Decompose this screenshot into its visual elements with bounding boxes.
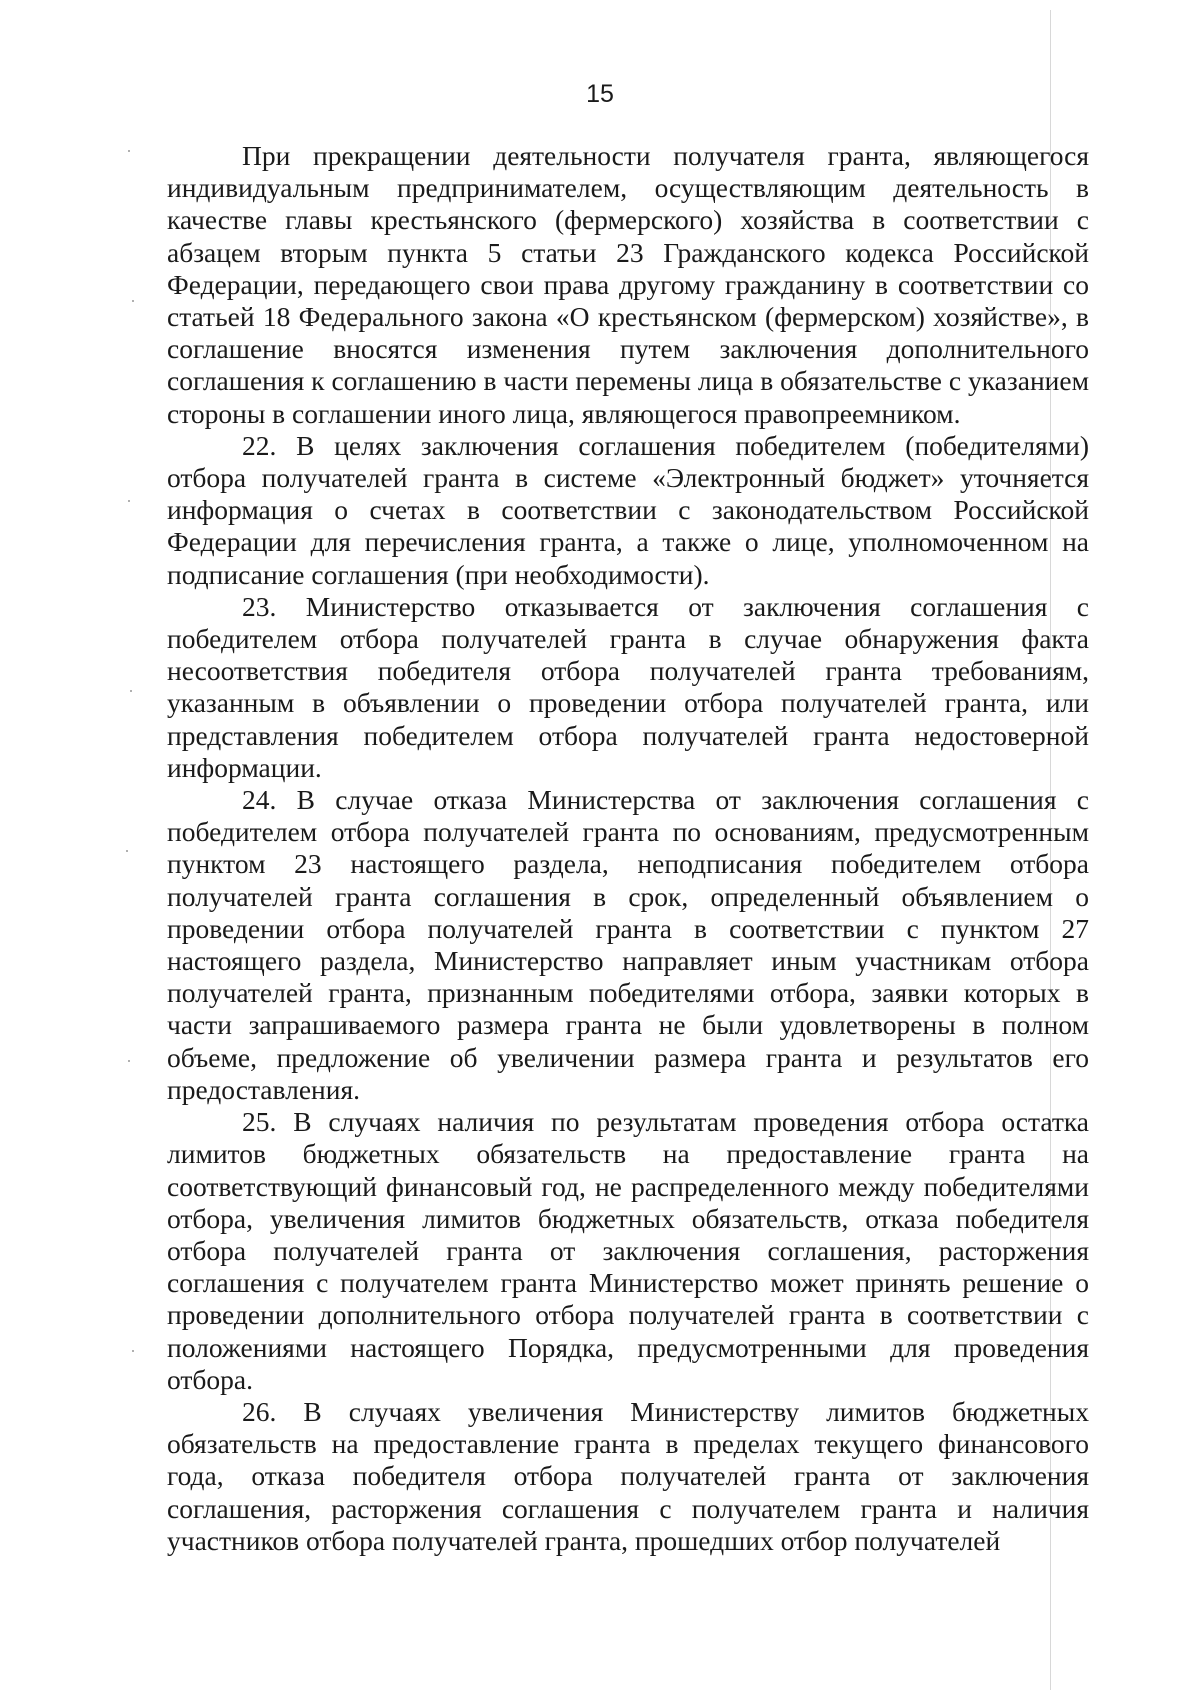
scan-artifact-dot <box>128 1060 130 1062</box>
scan-artifact-dot <box>126 850 128 852</box>
scan-artifact-dot <box>128 150 130 152</box>
scan-artifact-dot <box>132 300 134 302</box>
paragraph-22: 22. В целях заключения соглашения победителем (победителями) отбора получателей гранта в системе «Электронный бюджет» уточняется информация о счетах в соответствии с законодательством Российской Федерации для перечисления гранта, а также о лице, уполномоченном на подписание соглашения (при необходимости). <box>167 429 1089 590</box>
page-number: 15 <box>586 80 614 108</box>
paragraph: При прекращении деятельности получателя гранта, являющегося индивидуальным предпринимателем, осуществляющим деятельность в качестве главы крестьянского (фермерского) хозяйства в соответствии с абзацем вторым пункта 5 статьи 23 Гражданского кодекса Российской Федерации, передающего свои права другому гражданину в соответствии со статьей 18 Федерального закона «О крестьянском (фермерском) хозяйстве», в соглашение вносятся изменения путем заключения дополнительного соглашения к соглашению в части перемены лица в обязательстве с указанием стороны в соглашении иного лица, являющегося правопреемником. <box>167 140 1089 429</box>
paragraph-23: 23. Министерство отказывается от заключения соглашения с победителем отбора получателей гранта в случае обнаружения факта несоответствия победителя отбора получателей гранта требованиям, указанным в объявлении о проведении отбора получателей гранта, или представления победителем отбора получателей гранта недостоверной информации. <box>167 590 1089 783</box>
scan-artifact-dot <box>132 1350 134 1352</box>
document-body <box>167 140 1089 1557</box>
scan-artifact-dot <box>130 690 132 692</box>
paragraph-26: 26. В случаях увеличения Министерству лимитов бюджетных обязательств на предоставление гранта в пределах текущего финансового года, отказа победителя отбора получателей гранта от заключения соглашения, расторжения соглашения с получателем гранта и наличия участников отбора получателей гранта, прошедших отбор получателей <box>167 1395 1089 1556</box>
paragraph-25: 25. В случаях наличия по результатам проведения отбора остатка лимитов бюджетных обязательств на предоставление гранта на соответствующий финансовый год, не распределенного между победителями отбора, увеличения лимитов бюджетных обязательств, отказа победителя отбора получателей гранта от заключения соглашения, расторжения соглашения с получателем гранта Министерство может принять решение о проведении дополнительного отбора получателей гранта в соответствии с положениями настоящего Порядка, предусмотренными для проведения отбора. <box>167 1106 1089 1395</box>
paragraph-24: 24. В случае отказа Министерства от заключения соглашения с победителем отбора получателей гранта по основаниям, предусмотренным пунктом 23 настоящего раздела, неподписания победителем отбора получателей гранта соглашения в срок, определенный объявлением о проведении отбора получателей гранта в соответствии с пунктом 27 настоящего раздела, Министерство направляет иным участникам отбора получателей гранта, признанным победителями отбора, заявки которых в части запрашиваемого размера гранта не были удовлетворены в полном объеме, предложение об увеличении размера гранта и результатов его предоставления. <box>167 784 1089 1105</box>
scan-artifact-dot <box>128 500 130 502</box>
